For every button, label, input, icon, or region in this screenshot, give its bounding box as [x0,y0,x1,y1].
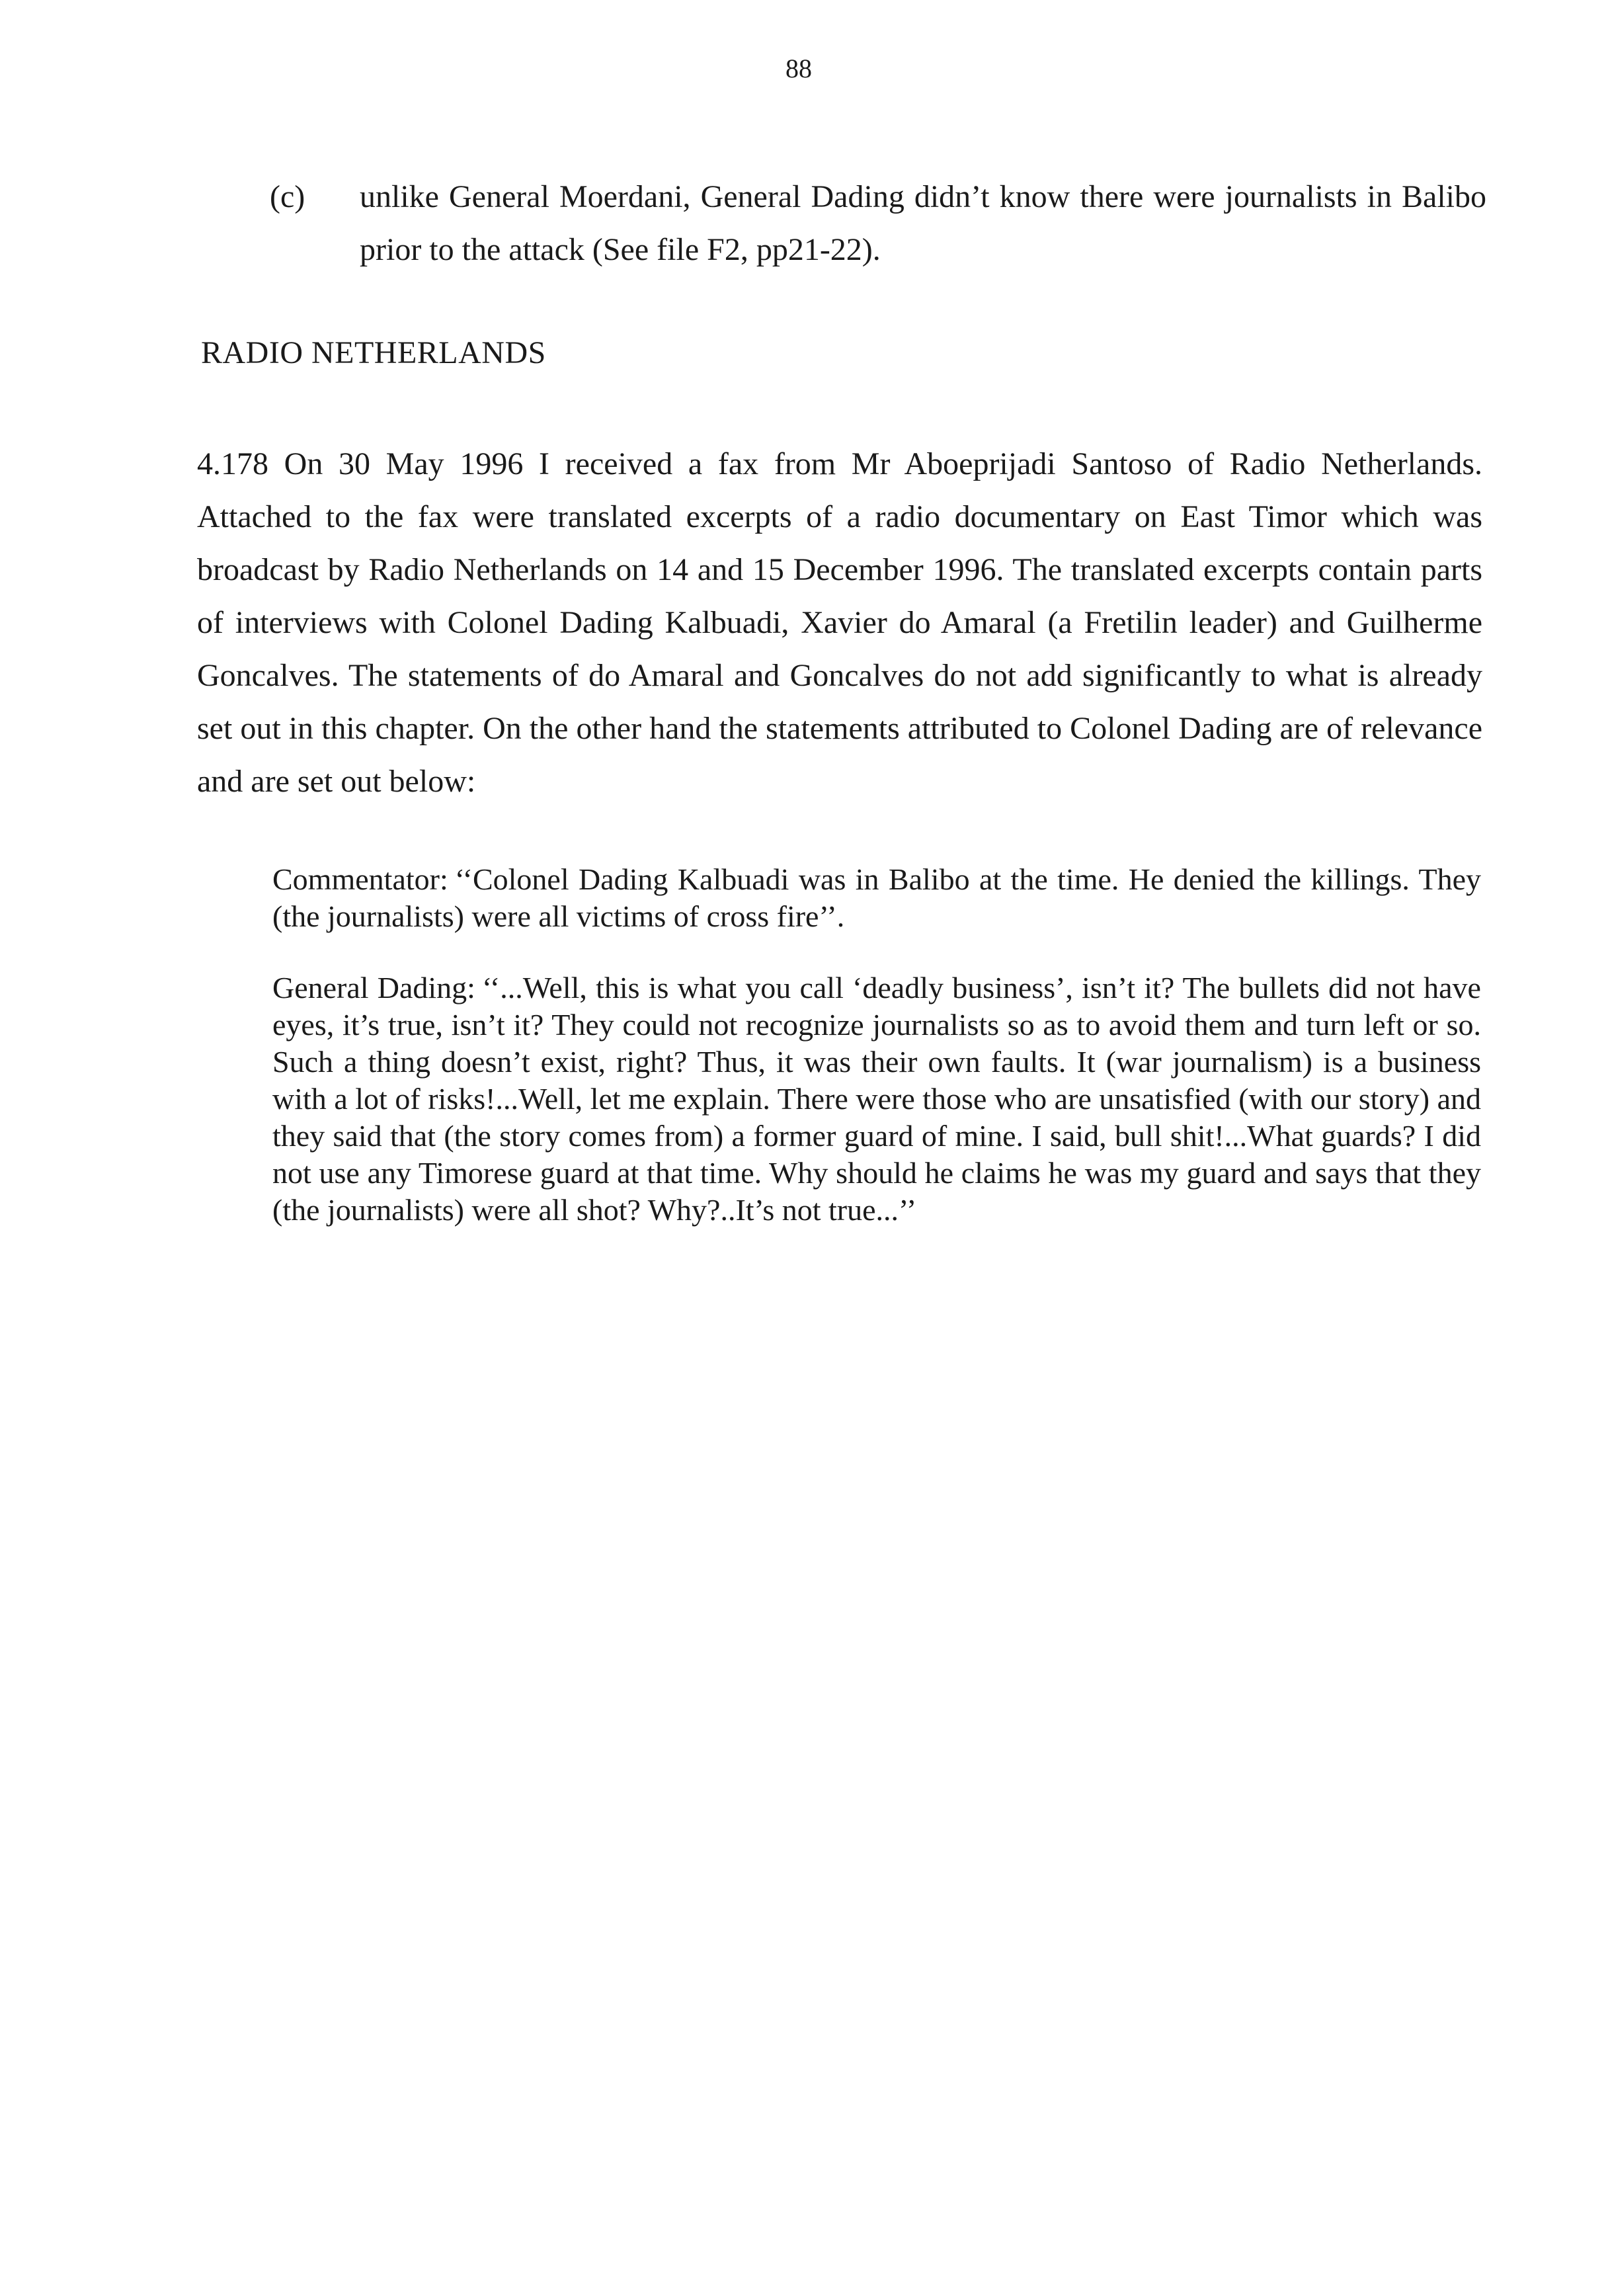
section-heading: RADIO NETHERLANDS [201,335,546,370]
quote-commentator [272,861,1481,935]
list-item-c [270,171,1486,276]
quote-speaker: Commentator: [272,862,448,896]
quote-text: ‘‘Colonel Dading Kalbuadi was in Balibo at the time. He denied the killings. They (the journalists) were all victims of cross fire’’. [272,862,1481,933]
quote-text: ‘‘...Well, this is what you call ‘deadly business’, isn’t it? The bullets did not have eyes, it’s true, isn’t it? They could not recognize journalists so as to avoid them and turn left or so. Such a thing doesn’t exist, right? Thus, it was their own faults. It (war journalism) is a business with a lot of risks!...Well, let me explain. There were those who are unsatisfied (with our story) and they said that (the story comes from) a former guard of mine. I said, bull shit!...What guards? I did not use any Timorese guard at that time. Why should he claims he was my guard and says that they (the journalists) were all shot? Why?..It’s not true...’’ [272,971,1481,1227]
paragraph-4-178: 4.178 On 30 May 1996 I received a fax from Mr Aboeprijadi Santoso of Radio Netherlands. Attached to the fax were translated excerpts of a radio documentary on East Timor which was broadcast by Radio Netherlands on 14 and 15 December 1996. The translated excerpts contain parts of interviews with Colonel Dading Kalbuadi, Xavier do Amaral (a Fretilin leader) and Guilherme Goncalves. The statements of do Amaral and Goncalves do not add significantly to what is already set out in this chapter. On the other hand the statements attributed to Colonel Dading are of relevance and are set out below: [197,446,1482,799]
list-item-text: unlike General Moerdani, General Dading didn’t know there were journalists in Balibo prior to the attack (See file F2, pp21-22). [360,179,1486,267]
quote-general-dading [272,969,1481,1229]
page-number: 88 [785,54,812,83]
quote-speaker: General Dading: [272,971,475,1004]
list-marker: (c) [270,179,305,214]
quote-block [272,861,1481,1263]
